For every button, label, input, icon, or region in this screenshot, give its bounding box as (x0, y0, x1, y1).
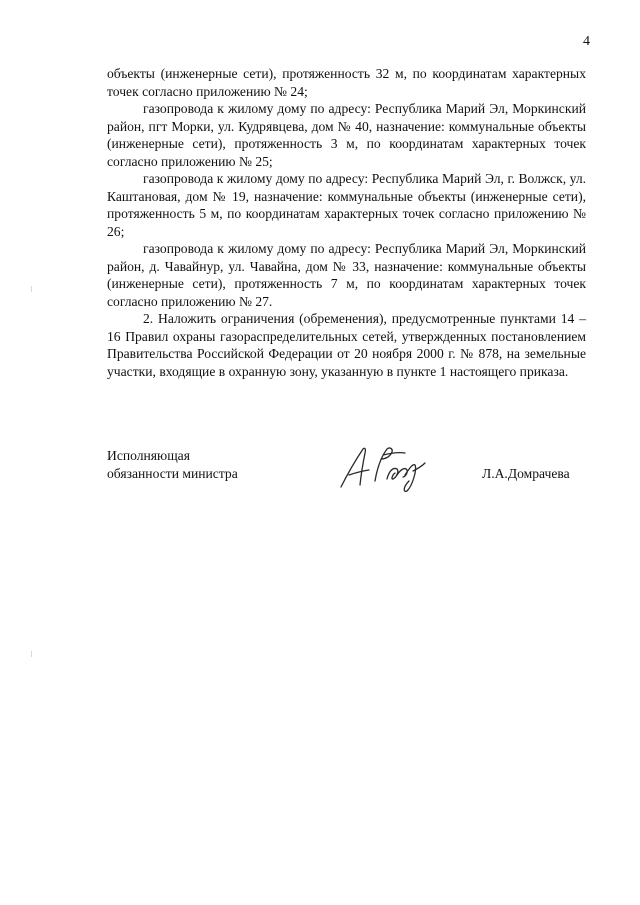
document-body (107, 65, 586, 380)
handwritten-signature (335, 441, 431, 493)
signer-title-line: Исполняющая (107, 448, 190, 463)
page-number: 4 (583, 34, 590, 49)
scan-margin-mark (31, 286, 32, 292)
paragraph: газопровода к жилому дому по адресу: Республика Марий Эл, Моркинский район, пгт Морки, ул. Кудрявцева, дом № 40, назначение: коммунальные объекты (инженерные сети), протяженность 3 м, по координатам характерных точек согласно приложению № 25; (107, 101, 586, 169)
paragraph: газопровода к жилому дому по адресу: Республика Марий Эл, г. Волжск, ул. Каштановая, дом № 19, назначение: коммунальные объекты (инженерные сети), протяженность 5 м, по координатам характерных точек согласно приложению № 26; (107, 171, 586, 239)
signer-name: Л.А.Домрачева (482, 466, 570, 481)
scan-margin-mark (31, 651, 32, 657)
paragraph: газопровода к жилому дому по адресу: Республика Марий Эл, Моркинский район, д. Чавайнур, ул. Чавайна, дом № 33, назначение: коммунальные объекты (инженерные сети), протяженность 7 м, по координатам характерных точек согласно приложению № 27. (107, 241, 586, 309)
signer-title (107, 447, 238, 483)
signature-block (107, 447, 586, 497)
paragraph: объекты (инженерные сети), протяженность 32 м, по координатам характерных точек согласно приложению № 24; (107, 66, 586, 99)
paragraph: 2. Наложить ограничения (обременения), предусмотренные пунктами 14 – 16 Правил охраны газораспределительных сетей, утвержденных постановлением Правительства Российской Федерации от 20 ноября 2000 г. № 878, на земельные участки, входящие в охранную зону, указанную в пункте 1 настоящего приказа. (107, 311, 586, 379)
signer-title-line: обязанности министра (107, 466, 238, 481)
